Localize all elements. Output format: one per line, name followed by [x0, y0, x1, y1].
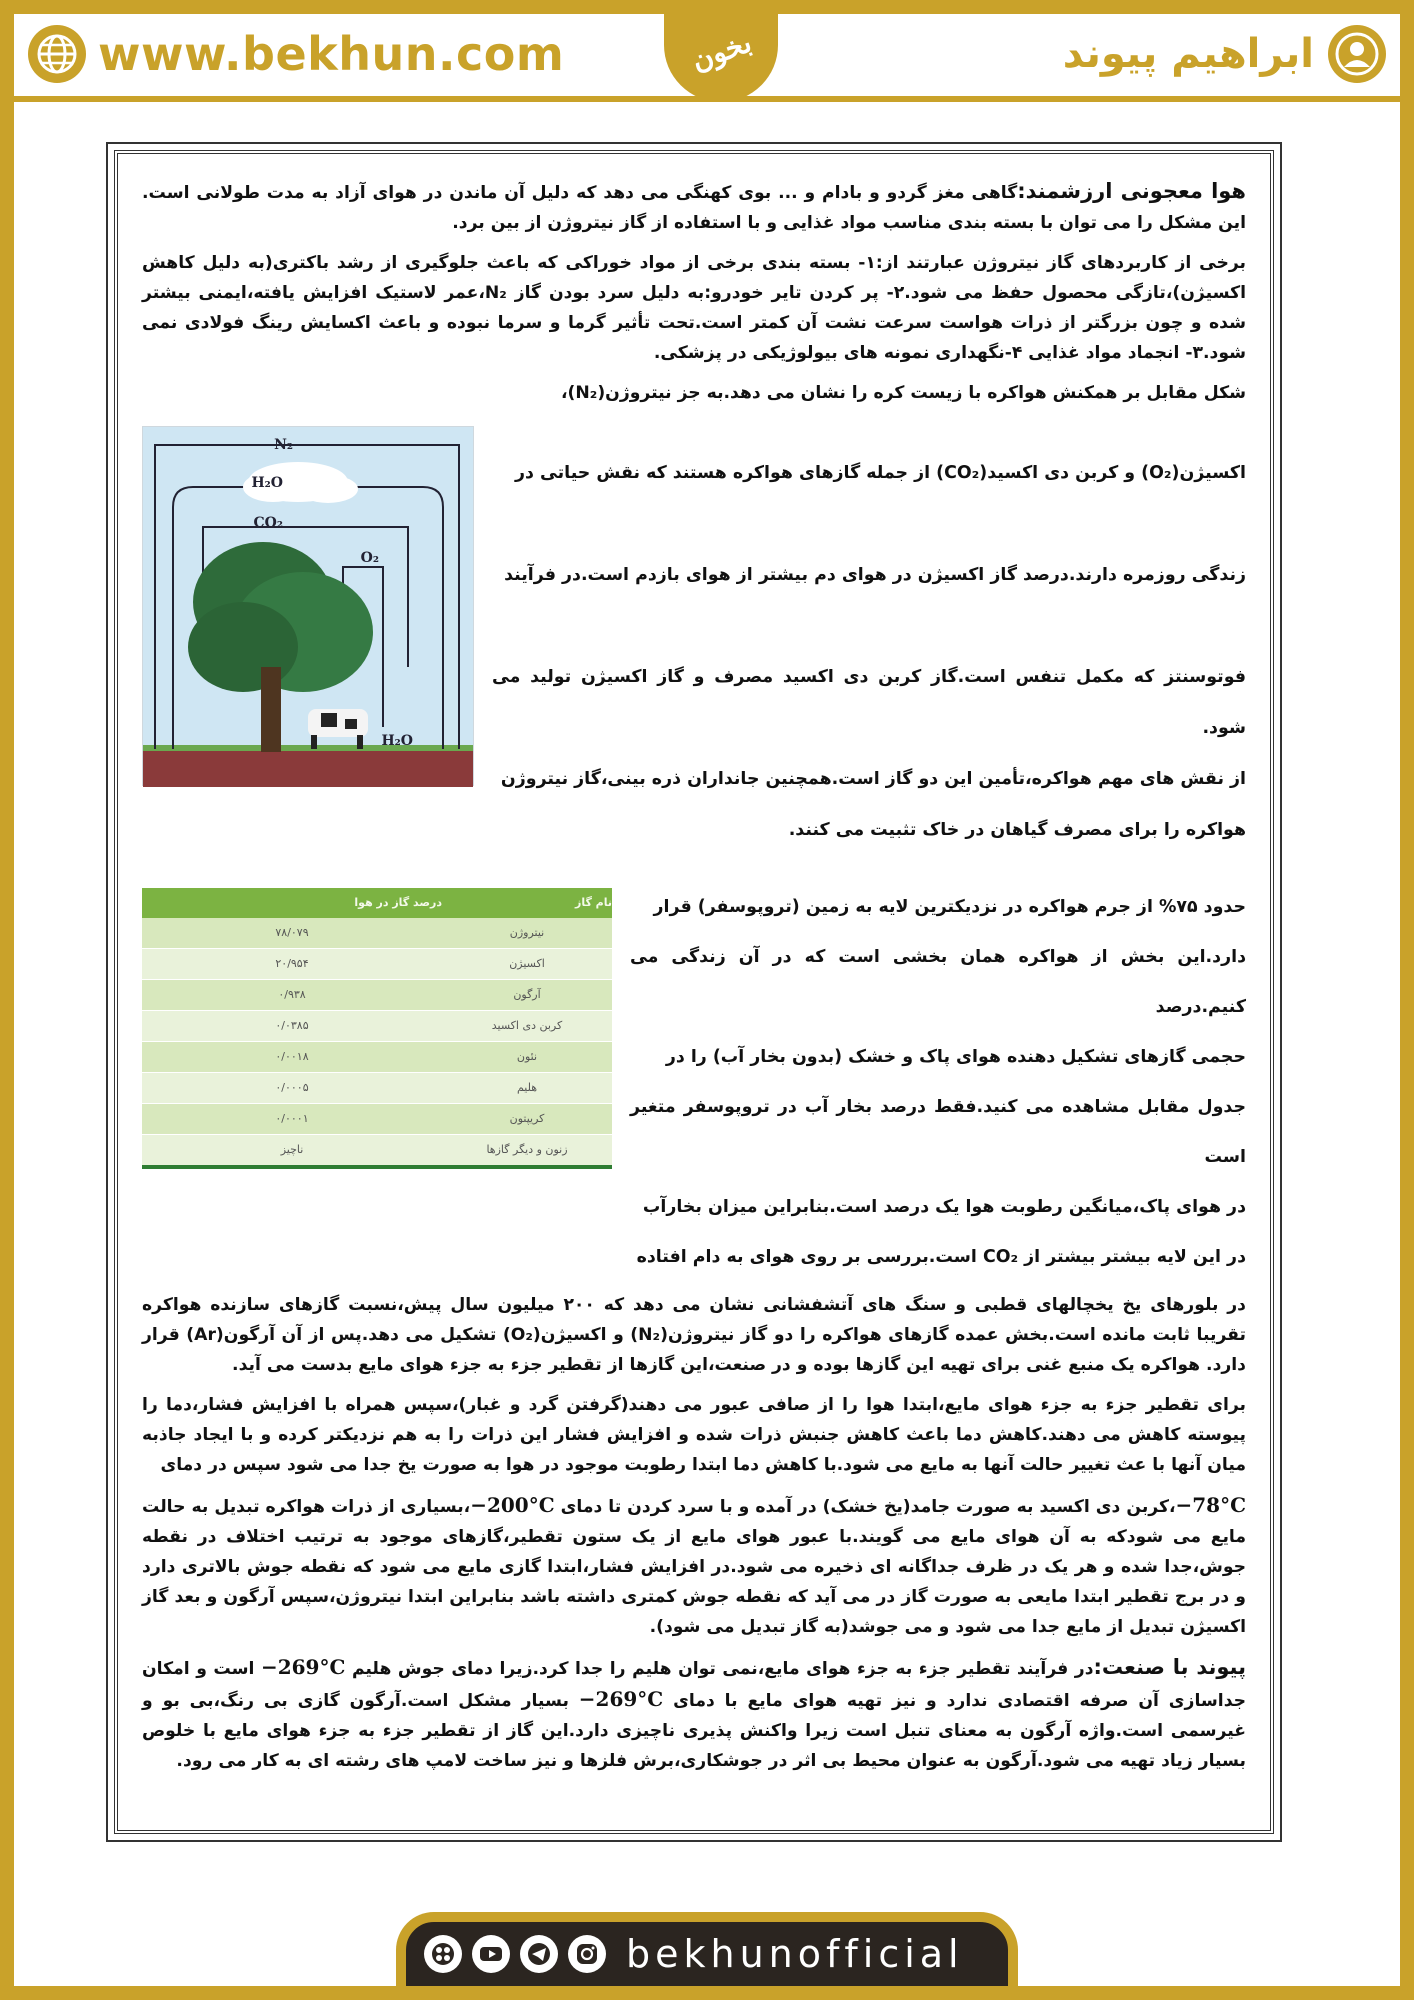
industry-text-c: بسیار مشکل است.آرگون گازی بی رنگ،بی بو و غیرسمی است.واژه آرگون به معنای تنبل است زیرا واکنش پذیری ناچیزی دارد.این گاز از تقطیر جزء به جزء هوای مایع با خلوص بسیار زیاد تهیه می شود.آرگون به عنوان محیط بی اثر در جوشکاری،برش فلزها و نیز ساخت لامپ های رشته ای به کار می رود. [142, 1691, 1246, 1771]
figure-text [492, 412, 1246, 856]
industry-text-b: است و امکان جداسازی آن صرفه اقتصادی ندارد و نیز تهیه هوای مایع با دمای [142, 1659, 1247, 1711]
industry-text-a: در فرآیند تقطیر جزء به جزء هوای مایع،نمی توان هلیم را جدا کرد.زیرا دمای جوش هلیم [351, 1659, 1094, 1679]
table-text-line: در هوای پاک،میانگین رطوبت هوا یک درصد است.بنابراین میزان بخارآب [642, 1197, 1246, 1217]
temp-co2: −78°C [1175, 1493, 1247, 1517]
nitrogen-uses-paragraph: برخی از کاربردهای گاز نیتروژن عبارتند از:۱- بسته بندی برخی از مواد خوراکی که باعث جلوگیری از رشد باکتری(به دلیل کاهش اکسیژن)،تازگی محصول حفظ می شود.۲- پر کردن تایر خودرو:به دلیل سرد بودن گاز N₂،عمر لاستیک افزایش یافته،ایمنی بیشتر شده و چون بزرگتر از ذرات هواست سرعت نشت آن کمتر است.تحت تأثیر گرما و سرما نبوده و باعث اکسایش رینگ فولادی نمی شود.۳- انجماد مواد غذایی ۴-نگهداری نمونه های بیولوژیکی در پزشکی. [142, 253, 1246, 363]
cooling-text-a: ،کربن دی اکسید به صورت جامد(یخ خشک) در آمده و با سرد کردن تا دمای [560, 1497, 1176, 1517]
table-row [142, 949, 612, 980]
table-row [142, 980, 612, 1011]
gas-name: زنون و دیگر گازها [442, 1135, 612, 1168]
history-paragraph: در بلورهای یخ یخچالهای قطبی و سنگ های آتشفشانی نشان می دهد که ۲۰۰ میلیون سال پیش،نسبت گازهای سازنده هواکره تقریبا ثابت مانده است.بخش عمده گازهای هواکره را دو گاز نیتروژن(N₂) و اکسیژن(O₂) تشکیل می دهد.پس از آن آرگون(Ar) قرار دارد. هواکره یک منبع غنی برای تهیه این گازها بوده و در صنعت،این گازها از تقطیر جزء به جزء هوای مایع بدست می آید. [142, 1295, 1246, 1375]
gas-name: کریپتون [442, 1104, 612, 1135]
gas-value: ۰/۰۳۸۵ [142, 1011, 442, 1042]
gas-name: کربن دی اکسید [442, 1011, 612, 1042]
gas-table-wrapper [142, 888, 612, 1282]
author-block [1063, 22, 1386, 86]
label-o2: O₂ [360, 550, 379, 566]
telegram-icon[interactable] [520, 1935, 558, 1973]
table-text-line: در این لایه بیشتر بیشتر از CO₂ است.بررسی بر روی هوای به دام افتاده [636, 1247, 1246, 1267]
intro-lead: هوا معجونی ارزشمند: [1017, 179, 1246, 203]
table-row [142, 1042, 612, 1073]
gas-value: ۰/۹۳۸ [142, 980, 442, 1011]
distillation-paragraph: برای تقطیر جزء به جزء هوای مایع،ابتدا هوا را از صافی عبور می دهند(گرفتن گرد و غبار)،سپس همراه با افزایش فشار،دما را پیوسته کاهش می دهند.کاهش دما باعث کاهش جنبش ذرات شده و افزایش فشار این ذرات را به هم نزدیکتر کرده و با ایجاد جاذبه میان آنها با عث تغییر حالت آنها به مایع می شود.با کاهش دما ابتدا رطوبت موجود در هوا به صورت یخ جدا می شود سپس در دمای [142, 1395, 1246, 1475]
social-handle[interactable]: bekhunofficial [626, 1932, 964, 1976]
content-frame [106, 142, 1282, 1842]
footer-social-bar [396, 1912, 1018, 1988]
aparat-icon[interactable] [424, 1935, 462, 1973]
gas-value: ناچیز [142, 1135, 442, 1168]
table-text [630, 882, 1246, 1282]
article-body [142, 176, 1246, 1820]
website-url: www.bekhun.com [98, 27, 565, 81]
table-row [142, 918, 612, 949]
table-row [142, 1104, 612, 1135]
table-row [142, 1073, 612, 1104]
table-text-line: حدود ۷۵% از جرم هواکره در نزدیکترین لایه به زمین (تروپوسفر) قرار [653, 897, 1246, 917]
table-row [142, 1011, 612, 1042]
cooling-text-b: ،بسیاری از ذرات هواکره تبدیل به حالت مایع می شودکه به آن هوای مایع می گویند.با عبور هوای مایع از یک ستون تقطیر،گازهای موجود به ترتیب اختلاف در نقطه جوش،جدا شده و هر یک در ظرف جداگانه ای ذخیره می شود.در افزایش فشار،ابتدا گازی مایع می شود که نقطه جوش بالاتری دارد و در برج تقطیر ابتدا مایعی به صورت گاز در می آید که نقطه جوش کمتری داشته باشد بنابراین ابتدا نیتروژن،سپس آرگون و بعد گاز اکسیژن تبدیل از مایع جدا می شود و می جوشد(به گاز تبدیل می شود). [142, 1497, 1246, 1637]
label-n2: N₂ [274, 437, 293, 453]
table-header: نام گاز [442, 888, 612, 918]
atmosphere-biosphere-figure [142, 426, 474, 786]
logo-text: بخون [686, 25, 756, 77]
label-h2o-bottom: H₂O [381, 733, 413, 749]
temp-helium: −269°C [260, 1655, 346, 1679]
gas-name: نیتروژن [442, 918, 612, 949]
figure-intro: شکل مقابل بر همکنش هواکره با زیست کره را نشان می دهد.به جز نیتروژن(N₂)، [561, 383, 1246, 403]
youtube-icon[interactable] [472, 1935, 510, 1973]
gas-value: ۰/۰۰۰۱ [142, 1104, 442, 1135]
gas-value: ۷۸/۰۷۹ [142, 918, 442, 949]
header-divider [14, 96, 1400, 102]
intro-paragraph [142, 176, 1246, 238]
instagram-icon[interactable] [568, 1935, 606, 1973]
globe-icon [28, 25, 86, 83]
temp-helium-2: −269°C [578, 1687, 664, 1711]
table-row [142, 1135, 612, 1168]
label-h2o-top: H₂O [251, 475, 283, 491]
table-row-block [142, 882, 1246, 1282]
user-icon [1328, 25, 1386, 83]
bekhun-logo [664, 0, 778, 102]
figure-text-line: اکسیژن(O₂) و کربن دی اکسید(CO₂) از جمله گازهای هواکره هستند که نقش حیاتی در [515, 463, 1246, 483]
gas-value: ۲۰/۹۵۴ [142, 949, 442, 980]
gas-value: ۰/۰۰۱۸ [142, 1042, 442, 1073]
gas-name: آرگون [442, 980, 612, 1011]
temp-liquid-air: −200°C [470, 1493, 555, 1517]
figure-text-line: زندگی روزمره دارند.درصد گاز اکسیژن در هوای دم بیشتر از هوای بازدم است.در فرآیند [504, 565, 1246, 585]
table-text-line: جدول مقابل مشاهده می کنید.فقط درصد بخار آب در تروپوسفر متغیر است [630, 1097, 1246, 1167]
gas-value: ۰/۰۰۰۵ [142, 1073, 442, 1104]
figure-text-line: هواکره را برای مصرف گیاهان در خاک تثبیت می کنند. [788, 820, 1246, 840]
gas-name: هلیم [442, 1073, 612, 1104]
figure-text-line: از نقش های مهم هواکره،تأمین این دو گاز است.همچنین جانداران ذره بینی،گاز نیتروژن [500, 769, 1246, 789]
gas-composition-table [142, 888, 612, 1169]
industry-paragraph [142, 1652, 1246, 1776]
table-text-line: دارد.این بخش از هواکره همان بخشی است که در آن زندگی می کنیم.درصد [630, 947, 1246, 1017]
content-frame-inner [114, 150, 1274, 1834]
gas-name: اکسیژن [442, 949, 612, 980]
table-header: درصد گاز در هوا [142, 888, 442, 918]
label-co2: CO₂ [253, 515, 283, 531]
table-text-line: حجمی گازهای تشکیل دهنده هوای پاک و خشک (بدون بخار آب) را در [665, 1047, 1246, 1067]
intro-text: گاهی مغز گردو و بادام و ... بوی کهنگی می دهد که دلیل آن ماندن در هوای آزاد به مدت طولانی است. این مشکل را می توان با بسته بندی مناسب مواد غذایی و با استفاده از گاز نیتروژن از بین برد. [142, 183, 1246, 233]
figure-row [142, 412, 1246, 856]
footer-social-inner [404, 1920, 1010, 1988]
cooling-paragraph [142, 1490, 1246, 1642]
website-link[interactable] [28, 22, 564, 86]
author-name: ابراهیم پیوند [1062, 31, 1314, 77]
industry-lead: پیوند با صنعت: [1093, 1655, 1247, 1679]
figure-illustration [143, 427, 473, 787]
figure-text-line: فوتوسنتز که مکمل تنفس است.گاز کربن دی اکسید مصرف و گاز اکسیژن تولید می شود. [492, 667, 1246, 738]
gas-name: نئون [442, 1042, 612, 1073]
